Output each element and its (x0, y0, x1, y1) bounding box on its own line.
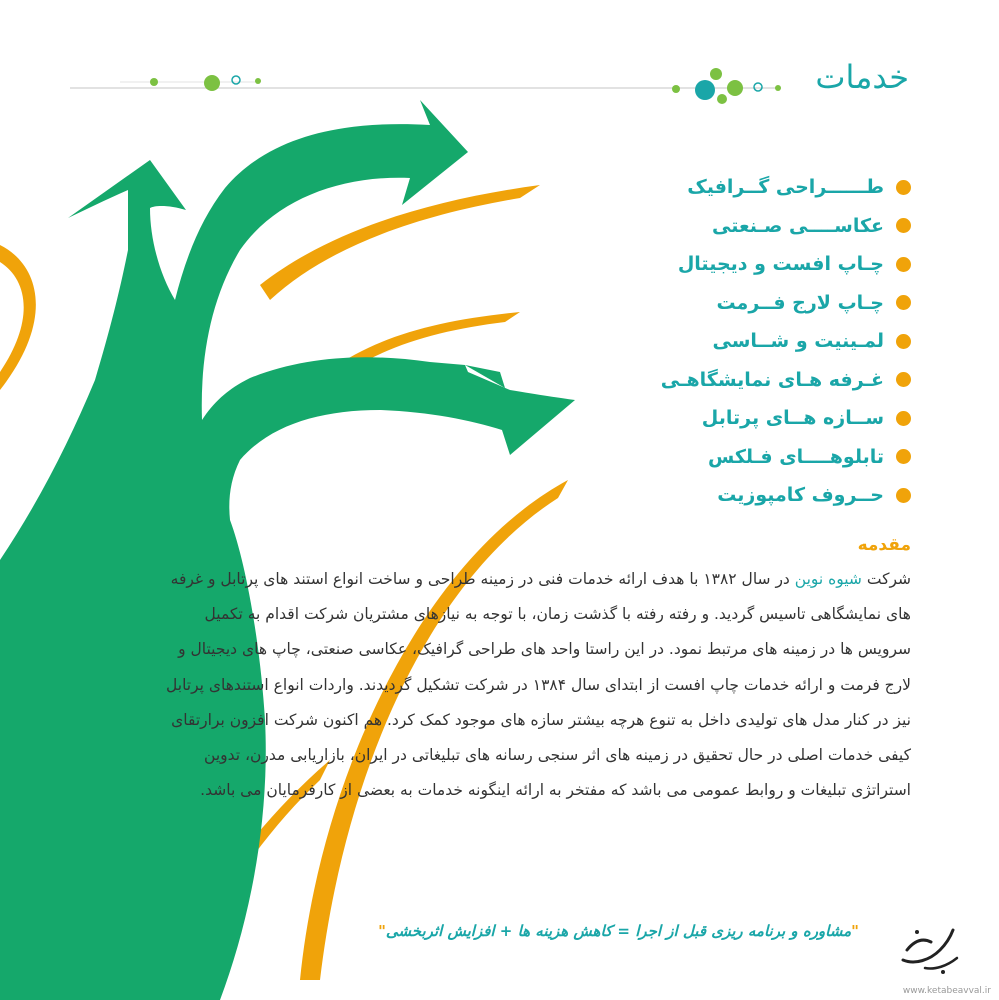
orange-dot-icon (896, 411, 911, 426)
intro-body: در سال ۱۳۸۲ با هدف ارائه خدمات فنی در زمینه طراحی و ساخت انواع استند های پرتابل و غرفه های نمایشگاهی تاسیس گردید. و رفته رفته با گذشت زمان، با توجه به نیازهای مشتریان شرکت اقدام به تکمیل سرویس ها در زمینه های مرتبط نمود. در این راستا واحد های طراحی گرافیک، عکاسی صنعتی، چاپ های دیجیتال و لارج فرمت و ارائه خدمات چاپ افست از ابتدای سال ۱۳۸۴ در شرکت تشکیل گردیدند. واردات انواع استندهای پرتابل نیز در کنار مدل های تولیدی داخل به تنوع هرچه بیشتر سازه های موجود کمک کرد. هم اکنون شرکت افزون برارتقای کیفی خدمات اصلی در حال تحقیق در زمینه های اثر سنجی رسانه های تبلیغاتی در ایران، بازاریابی مدرن، تدوین استراتژی تبلیغات و روابط عمومی می باشد که مفتخر به ارائه اینگونه خدمات به بعضی از کارفرمایان می باشد. (166, 570, 911, 800)
orange-dot-icon (896, 257, 911, 272)
services-list (581, 168, 911, 515)
service-label: چـاپ لارج فــرمت (716, 291, 884, 314)
page-title: خدمات (815, 58, 909, 96)
orange-dot-icon (896, 295, 911, 310)
intro-company-prefix: شرکت (861, 570, 911, 588)
slogan-text: مشاوره و برنامه ریزی قبل از اجرا = کاهش هزینه ها + افزایش اثربخشی (385, 922, 852, 940)
orange-dot-icon (896, 180, 911, 195)
service-item (581, 245, 911, 284)
website-url: www.ketabeavval.ir (902, 986, 991, 996)
service-item (581, 361, 911, 400)
orange-dot-icon (896, 218, 911, 233)
service-label: ســازه هــای پرتابل (701, 407, 884, 430)
service-item (581, 207, 911, 246)
service-label: تابلوهــــای فـلکس (708, 445, 884, 468)
service-item (581, 168, 911, 207)
orange-dot-icon (896, 449, 911, 464)
service-item (581, 476, 911, 515)
service-item (581, 284, 911, 323)
slogan (378, 922, 859, 940)
slogan-open-quote: " (851, 922, 859, 940)
service-label: طــــــراحی گــرافیک (687, 176, 884, 199)
header-dots-icon (150, 68, 781, 104)
orange-dot-icon (896, 334, 911, 349)
service-label: لمـینیت و شــاسی (712, 330, 884, 353)
service-item (581, 322, 911, 361)
service-label: چـاپ افست و دیجیتال (677, 253, 884, 276)
service-label: غـرفه هـای نمایشگاهـی (660, 368, 884, 391)
service-item (581, 399, 911, 438)
service-label: عکاســــی صـنعتی (712, 214, 884, 237)
ketab-avval-logo (895, 920, 965, 980)
service-item (581, 438, 911, 477)
orange-dot-icon (896, 372, 911, 387)
service-label: حــروف کامپوزیت (717, 484, 884, 507)
slogan-close-quote: " (378, 922, 386, 940)
intro-paragraph (161, 562, 911, 808)
company-name: شیوه نوین (794, 570, 862, 588)
orange-dot-icon (896, 488, 911, 503)
intro-heading: مقدمه (857, 535, 911, 555)
